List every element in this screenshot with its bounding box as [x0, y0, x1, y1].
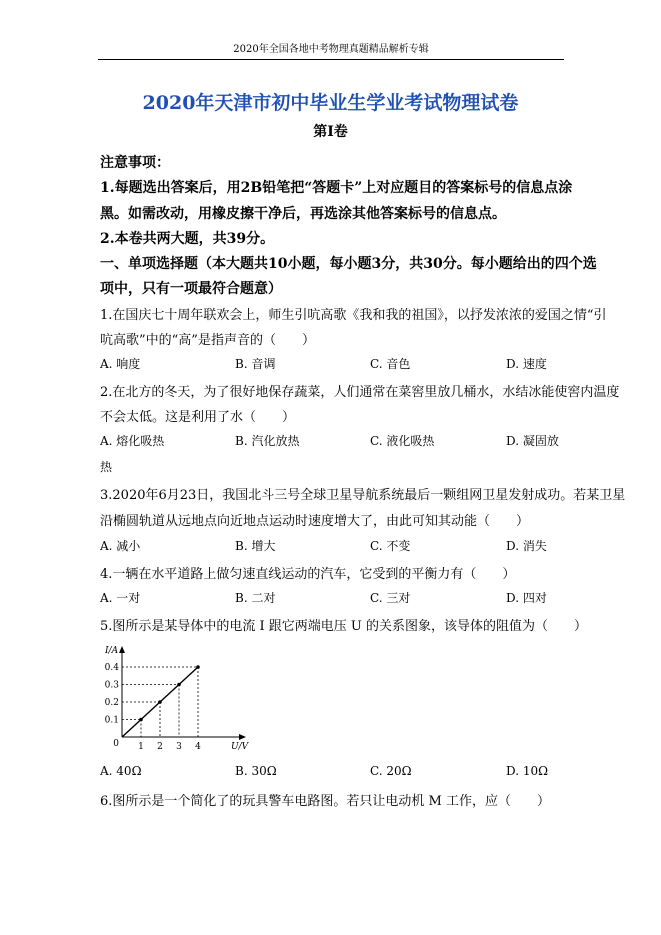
running-header: 2020年全国各地中考物理真题精品解析专辑	[233, 44, 429, 55]
q2-text-1: 2.在北方的冬天，为了很好地保存蔬菜，人们通常在菜窖里放几桶水，水结冰能使窖内温度	[100, 385, 620, 400]
x-axis-arrow	[239, 734, 246, 740]
q3-option-c: C. 不变	[370, 539, 411, 553]
q1-text-2: 吭高歌”中的“高”是指声音的（ ）	[100, 333, 315, 348]
section-intro-1: 一、单项选择题（本大题共10小题，每小题3分，共30分。每小题给出的四个选	[100, 256, 597, 272]
y-tick-label-4: 0.4	[104, 663, 119, 673]
q4-option-a: A. 一对	[100, 591, 141, 605]
origin-label: 0	[113, 739, 119, 749]
part-label: 第Ⅰ卷	[313, 124, 348, 140]
y-axis-arrow	[119, 646, 125, 653]
q1-text-1: 1.在国庆七十周年联欢会上，师生引吭高歌《我和我的祖国》，以抒发浓浓的爱国之情“引	[100, 308, 607, 323]
data-point-1	[139, 718, 143, 722]
x-axis-label: U/V	[231, 742, 249, 752]
q2-option-b: B. 汽化放热	[235, 434, 300, 448]
q2-text-2: 不会太低。这是利用了水（ ）	[100, 410, 296, 425]
q4-text-1: 4.一辆在水平道路上做匀速直线运动的汽车，它受到的平衡力有（ ）	[100, 567, 516, 582]
x-tick-label-4: 4	[195, 742, 201, 752]
notes-line-1b: 黑。如需改动，用橡皮擦干净后，再选涂其他答案标号的信息点。	[100, 206, 506, 222]
q2-option-d-wrap: 热	[100, 460, 113, 474]
q5-option-a: A. 40Ω	[100, 764, 142, 778]
q4-option-d: D. 四对	[506, 591, 547, 605]
q4-option-c: C. 三对	[370, 591, 411, 605]
q1-option-d: D. 速度	[506, 357, 547, 371]
data-point-2	[158, 700, 162, 704]
q5-option-b: B. 30Ω	[235, 764, 277, 778]
q1-option-a: A. 响度	[100, 357, 141, 371]
header-divider	[98, 59, 564, 60]
y-tick-label-2: 0.2	[104, 698, 119, 708]
section-intro-2: 项中，只有一项最符合题意）	[100, 281, 282, 297]
q2-option-c: C. 液化吸热	[370, 434, 435, 448]
x-tick-label-1: 1	[138, 742, 144, 752]
q1-option-b: B. 音调	[235, 357, 276, 371]
iu-graph	[100, 640, 250, 755]
q5-option-c: C. 20Ω	[370, 764, 412, 778]
data-point-3	[177, 683, 181, 687]
exam-title: 2020年天津市初中毕业生学业考试物理试卷	[142, 92, 519, 114]
q3-option-b: B. 增大	[235, 539, 276, 553]
data-point-4	[196, 665, 200, 669]
x-tick-label-3: 3	[176, 742, 182, 752]
q3-text-1: 3.2020年6月23日，我国北斗三号全球卫星导航系统最后一颗组网卫星发射成功。若某卫星	[100, 488, 626, 503]
q5-text-1: 5.图所示是某导体中的电流 I 跟它两端电压 U 的关系图象，该导体的阻值为（ ）	[100, 619, 588, 634]
q1-option-c: C. 音色	[370, 357, 411, 371]
notes-heading: 注意事项：	[100, 155, 170, 171]
notes-line-1a: 1.每题选出答案后，用2B铅笔把“答题卡”上对应题目的答案标号的信息点涂	[100, 180, 573, 196]
q4-option-b: B. 二对	[235, 591, 276, 605]
y-tick-label-3: 0.3	[104, 680, 119, 691]
x-tick-label-2: 2	[157, 742, 163, 752]
y-axis-label: I/A	[105, 646, 119, 656]
q5-option-d: D. 10Ω	[506, 764, 549, 778]
q3-option-a: A. 减小	[100, 539, 141, 553]
q3-text-2: 沿椭圆轨道从远地点向近地点运动时速度增大了，由此可知其动能（ ）	[100, 514, 530, 529]
y-tick-label-1: 0.1	[104, 715, 119, 726]
notes-line-2: 2.本卷共两大题，共39分。	[100, 231, 275, 247]
q2-option-a: A. 熔化吸热	[100, 434, 165, 448]
q2-option-d: D. 凝固放	[506, 434, 559, 448]
q3-option-d: D. 消失	[506, 539, 547, 553]
q6-text-1: 6.图所示是一个简化了的玩具警车电路图。若只让电动机 M 工作，应（ ）	[100, 794, 550, 809]
